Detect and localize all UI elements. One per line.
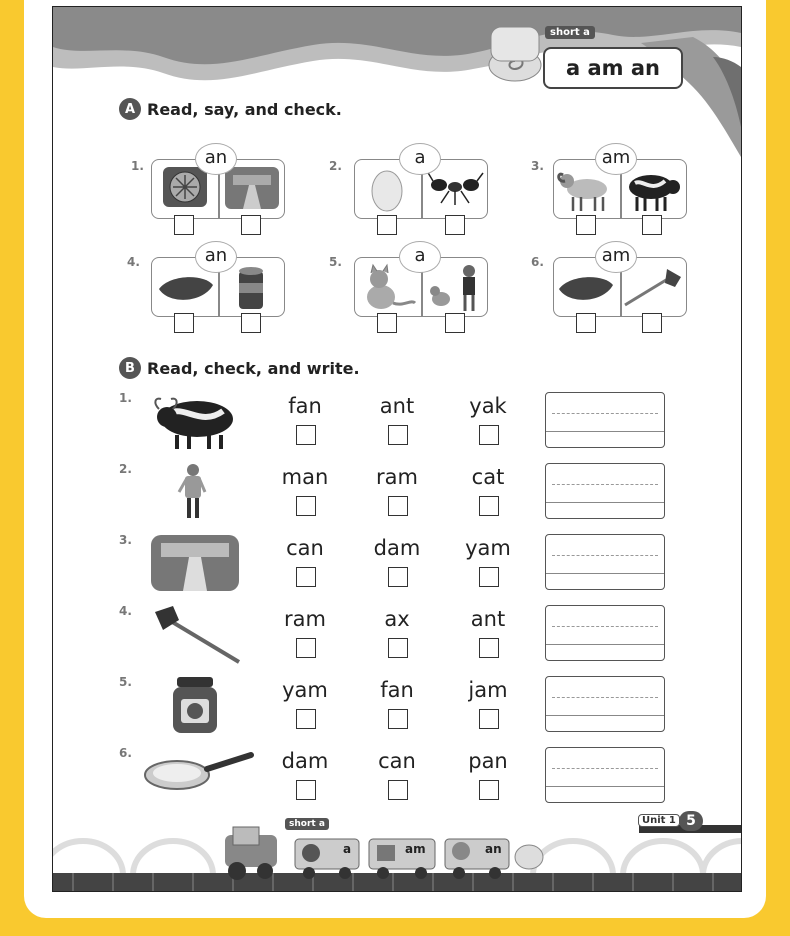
checkbox[interactable] (174, 215, 194, 235)
item-number: 6. (531, 255, 544, 269)
word-option: cat (471, 465, 505, 489)
word-option: can (378, 749, 416, 773)
checkbox[interactable] (388, 496, 408, 516)
train-car-label: an (485, 842, 502, 856)
dam-icon (149, 533, 241, 593)
train-car-label: am (405, 842, 426, 856)
word-option: yam (282, 678, 328, 702)
scroll-roll-icon (485, 23, 545, 83)
word-bubble: a (399, 241, 441, 273)
man-icon (149, 462, 245, 522)
page-number: 5 (679, 811, 703, 831)
item-number: 1. (131, 159, 144, 173)
jam-icon (149, 675, 245, 735)
checkbox[interactable] (296, 638, 316, 658)
checkbox[interactable] (479, 780, 499, 800)
row-number: 1. (119, 391, 132, 405)
section-b-badge: B (119, 357, 141, 379)
checkbox[interactable] (241, 215, 261, 235)
word-option: fan (288, 394, 322, 418)
ax-small-icon (621, 263, 683, 311)
word-option: pan (468, 749, 508, 773)
word-option: ram (376, 465, 418, 489)
checkbox[interactable] (479, 425, 499, 445)
word-option: ant (379, 394, 415, 418)
checkbox[interactable] (642, 313, 662, 333)
writing-box[interactable] (545, 605, 665, 661)
row-number: 5. (119, 675, 132, 689)
checkbox[interactable] (642, 215, 662, 235)
word-option: ant (470, 607, 506, 631)
row-number: 6. (119, 746, 132, 760)
checkbox[interactable] (479, 567, 499, 587)
section-a-badge: A (119, 98, 141, 120)
word-option: dam (373, 536, 421, 560)
word-option: can (286, 536, 324, 560)
writing-box[interactable] (545, 747, 665, 803)
section-b-title (119, 357, 360, 379)
ant-icon (425, 165, 485, 211)
checkbox[interactable] (576, 313, 596, 333)
footer-tag: short a (285, 818, 329, 830)
yak-small-icon (621, 165, 683, 213)
checkbox[interactable] (174, 313, 194, 333)
checkbox[interactable] (296, 780, 316, 800)
header-tag: short a (545, 26, 595, 39)
checkbox[interactable] (388, 709, 408, 729)
checkbox[interactable] (388, 567, 408, 587)
pan-icon (143, 749, 255, 801)
worksheet (52, 6, 742, 892)
checkbox[interactable] (479, 709, 499, 729)
checkbox[interactable] (388, 780, 408, 800)
section-a-title-text: Read, say, and check. (147, 99, 342, 119)
writing-box[interactable] (545, 534, 665, 590)
train-car-label: a (343, 842, 352, 856)
checkbox[interactable] (296, 567, 316, 587)
row-number: 2. (119, 462, 132, 476)
unit-label: Unit 1 (638, 814, 680, 827)
can-dam-icon (223, 165, 281, 211)
writing-box[interactable] (545, 392, 665, 448)
row-number: 3. (119, 533, 132, 547)
yam-icon (155, 271, 217, 307)
word-bubble: am (595, 241, 637, 273)
yak-icon (149, 391, 245, 451)
writing-box[interactable] (545, 463, 665, 519)
checkbox[interactable] (388, 638, 408, 658)
writing-box[interactable] (545, 676, 665, 732)
word-bubble: a (399, 143, 441, 175)
checkbox[interactable] (377, 215, 397, 235)
word-option: jam (468, 678, 508, 702)
checkbox[interactable] (479, 496, 499, 516)
word-bubble: an (195, 241, 237, 273)
can-icon (229, 263, 275, 313)
header-words: a am an (543, 47, 683, 89)
checkbox[interactable] (576, 215, 596, 235)
checkbox[interactable] (296, 496, 316, 516)
section-b-title-text: Read, check, and write. (147, 358, 360, 378)
word-option: ram (284, 607, 326, 631)
section-a-title (119, 98, 342, 120)
word-option: yam (465, 536, 511, 560)
item-number: 3. (531, 159, 544, 173)
checkbox[interactable] (241, 313, 261, 333)
checkbox[interactable] (445, 313, 465, 333)
word-option: ax (384, 607, 410, 631)
word-option: yak (469, 394, 507, 418)
word-option: fan (380, 678, 414, 702)
row-number: 4. (119, 604, 132, 618)
word-option: dam (281, 749, 329, 773)
yam-icon (555, 271, 617, 307)
checkbox[interactable] (296, 425, 316, 445)
ax-icon (149, 604, 245, 664)
checkbox[interactable] (377, 313, 397, 333)
item-number: 4. (127, 255, 140, 269)
word-option: man (281, 465, 329, 489)
checkbox[interactable] (296, 709, 316, 729)
checkbox[interactable] (479, 638, 499, 658)
word-bubble: am (595, 143, 637, 175)
word-bubble: an (195, 143, 237, 175)
item-number: 5. (329, 255, 342, 269)
checkbox[interactable] (445, 215, 465, 235)
checkbox[interactable] (388, 425, 408, 445)
man-dog-icon (425, 263, 485, 313)
item-number: 2. (329, 159, 342, 173)
